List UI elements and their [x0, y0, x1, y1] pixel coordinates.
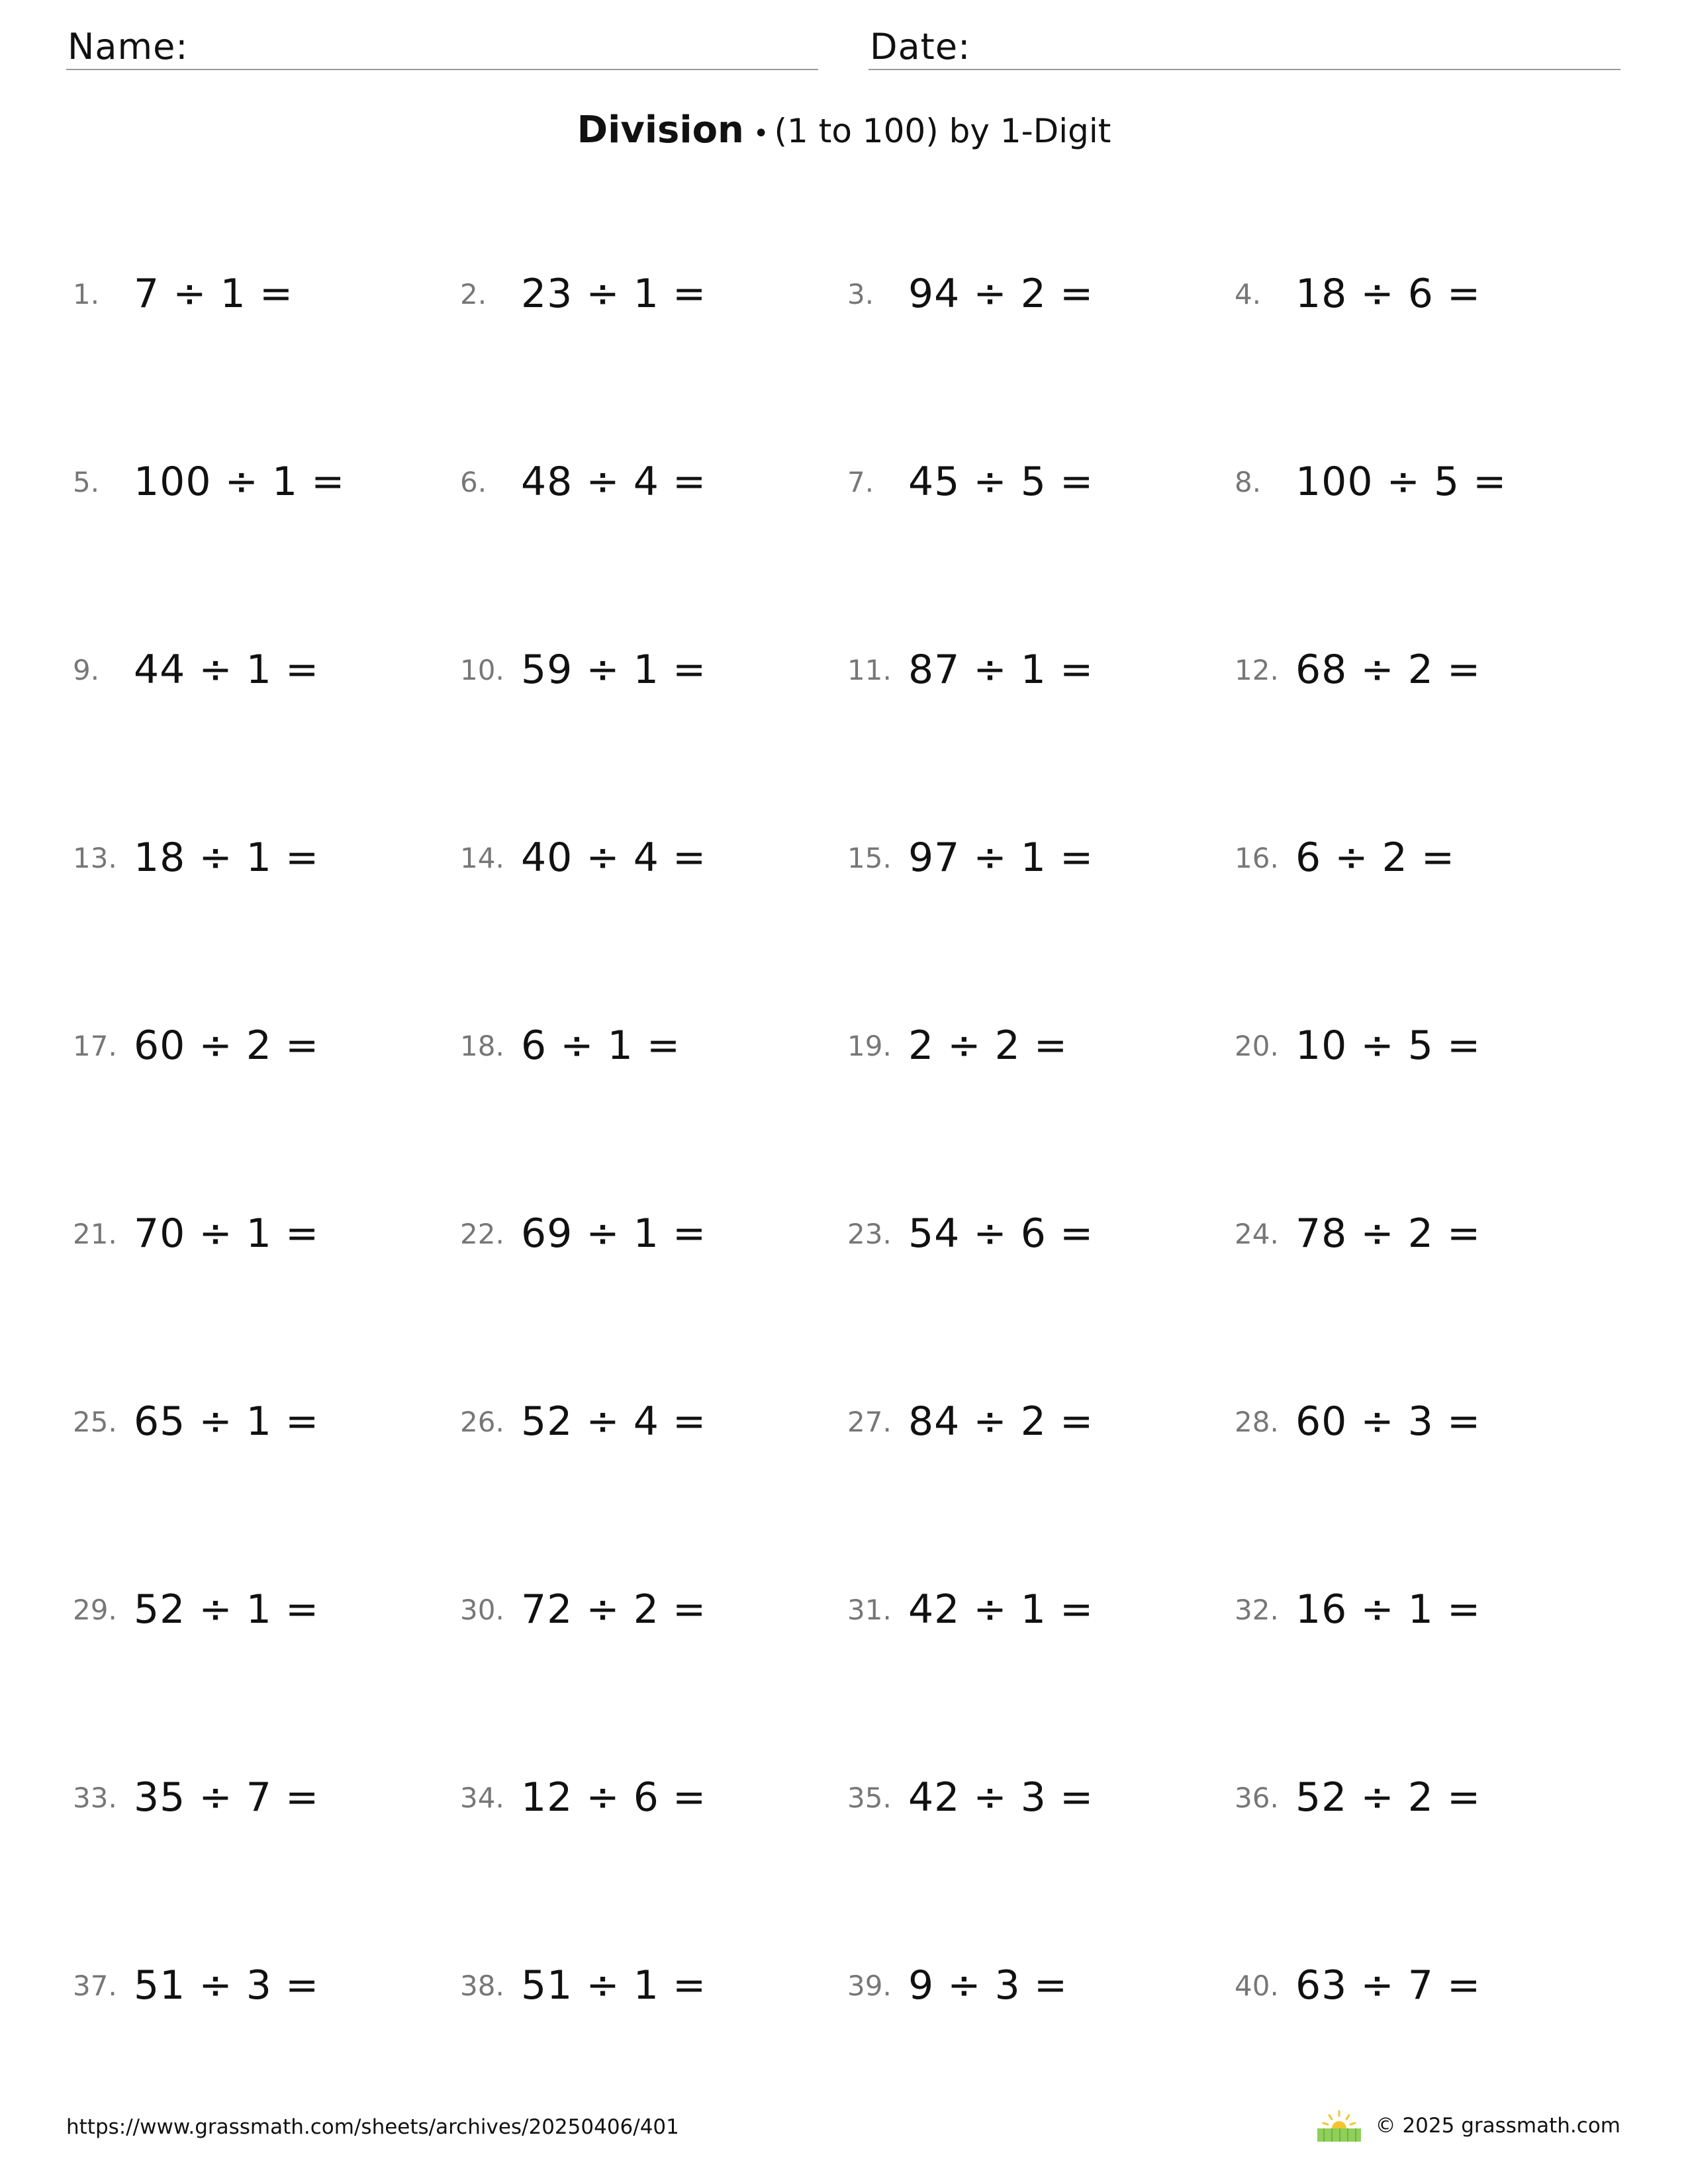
- problem-expression: 44 ÷ 1 =: [134, 647, 320, 693]
- problem-number: 19.: [847, 1030, 892, 1062]
- problem-expression: 63 ÷ 7 =: [1295, 1962, 1481, 2009]
- problem-expression: 60 ÷ 2 =: [134, 1023, 320, 1069]
- problem-number: 13.: [73, 842, 117, 874]
- footer-copyright: © 2025 grassmath.com: [1375, 2114, 1620, 2138]
- problem-expression: 6 ÷ 2 =: [1295, 835, 1456, 881]
- problem-number: 39.: [847, 1970, 892, 2002]
- problem-number: 27.: [847, 1406, 892, 1438]
- footer-branding: [1315, 2109, 1620, 2143]
- problem-expression: 52 ÷ 1 =: [134, 1586, 320, 1633]
- problem-number: 5.: [73, 466, 100, 498]
- problem-expression: 42 ÷ 3 =: [908, 1774, 1094, 1821]
- problem-number: 15.: [847, 842, 892, 874]
- problem-expression: 18 ÷ 6 =: [1295, 271, 1481, 317]
- problem-expression: 68 ÷ 2 =: [1295, 647, 1481, 693]
- problem-expression: 78 ÷ 2 =: [1295, 1210, 1481, 1257]
- problem-expression: 97 ÷ 1 =: [908, 835, 1094, 881]
- problem-expression: 10 ÷ 5 =: [1295, 1023, 1481, 1069]
- problem-expression: 60 ÷ 3 =: [1295, 1398, 1481, 1445]
- problem-expression: 52 ÷ 2 =: [1295, 1774, 1481, 1821]
- problem-expression: 16 ÷ 1 =: [1295, 1586, 1481, 1633]
- footer-url: https://www.grassmath.com/sheets/archives/20250406/401: [66, 2115, 679, 2139]
- title-separator: •: [753, 118, 769, 149]
- worksheet-title: [0, 107, 1688, 157]
- problem-number: 30.: [460, 1594, 504, 1626]
- problem-number: 34.: [460, 1782, 504, 1814]
- problem-expression: 9 ÷ 3 =: [908, 1962, 1068, 2009]
- name-label: Name:: [68, 26, 189, 68]
- problem-number: 17.: [73, 1030, 117, 1062]
- problem-expression: 59 ÷ 1 =: [521, 647, 707, 693]
- problem-number: 38.: [460, 1970, 504, 2002]
- problem-number: 8.: [1235, 466, 1262, 498]
- problem-expression: 87 ÷ 1 =: [908, 647, 1094, 693]
- date-label: Date:: [870, 26, 971, 68]
- problem-expression: 51 ÷ 1 =: [521, 1962, 707, 2009]
- problem-expression: 84 ÷ 2 =: [908, 1398, 1094, 1445]
- problem-expression: 6 ÷ 1 =: [521, 1023, 681, 1069]
- problem-number: 24.: [1235, 1218, 1279, 1250]
- problem-number: 22.: [460, 1218, 504, 1250]
- problem-expression: 100 ÷ 5 =: [1295, 459, 1507, 505]
- problem-expression: 23 ÷ 1 =: [521, 271, 707, 317]
- problem-expression: 2 ÷ 2 =: [908, 1023, 1068, 1069]
- problem-number: 16.: [1235, 842, 1279, 874]
- problem-number: 28.: [1235, 1406, 1279, 1438]
- title-main: Division: [577, 109, 744, 152]
- problem-expression: 7 ÷ 1 =: [134, 271, 294, 317]
- date-field[interactable]: [868, 25, 1620, 70]
- title-subtitle: (1 to 100) by 1-Digit: [774, 112, 1111, 150]
- problem-number: 35.: [847, 1782, 892, 1814]
- problem-expression: 94 ÷ 2 =: [908, 271, 1094, 317]
- problem-expression: 18 ÷ 1 =: [134, 835, 320, 881]
- problem-expression: 70 ÷ 1 =: [134, 1210, 320, 1257]
- problem-number: 40.: [1235, 1970, 1279, 2002]
- problem-number: 9.: [73, 654, 100, 686]
- problem-expression: 40 ÷ 4 =: [521, 835, 707, 881]
- problem-expression: 54 ÷ 6 =: [908, 1210, 1094, 1257]
- problem-number: 4.: [1235, 278, 1262, 310]
- problem-expression: 45 ÷ 5 =: [908, 459, 1094, 505]
- problem-number: 10.: [460, 654, 504, 686]
- problem-expression: 51 ÷ 3 =: [134, 1962, 320, 2009]
- problem-number: 11.: [847, 654, 892, 686]
- problem-expression: 12 ÷ 6 =: [521, 1774, 707, 1821]
- problem-number: 26.: [460, 1406, 504, 1438]
- problem-expression: 65 ÷ 1 =: [134, 1398, 320, 1445]
- problem-number: 21.: [73, 1218, 117, 1250]
- problem-number: 6.: [460, 466, 487, 498]
- problem-number: 7.: [847, 466, 874, 498]
- problem-number: 18.: [460, 1030, 504, 1062]
- problem-number: 32.: [1235, 1594, 1279, 1626]
- problem-number: 3.: [847, 278, 874, 310]
- problem-expression: 42 ÷ 1 =: [908, 1586, 1094, 1633]
- problem-expression: 72 ÷ 2 =: [521, 1586, 707, 1633]
- problem-number: 23.: [847, 1218, 892, 1250]
- problem-number: 31.: [847, 1594, 892, 1626]
- problem-number: 29.: [73, 1594, 117, 1626]
- problem-number: 37.: [73, 1970, 117, 2002]
- problem-number: 1.: [73, 278, 100, 310]
- problem-number: 33.: [73, 1782, 117, 1814]
- problem-expression: 52 ÷ 4 =: [521, 1398, 707, 1445]
- problem-expression: 100 ÷ 1 =: [134, 459, 346, 505]
- grass-sun-logo-icon: [1315, 2109, 1364, 2143]
- name-field[interactable]: [66, 25, 818, 70]
- problem-expression: 48 ÷ 4 =: [521, 459, 707, 505]
- problem-number: 25.: [73, 1406, 117, 1438]
- problem-number: 12.: [1235, 654, 1279, 686]
- problem-number: 14.: [460, 842, 504, 874]
- problem-number: 20.: [1235, 1030, 1279, 1062]
- problem-expression: 35 ÷ 7 =: [134, 1774, 320, 1821]
- problem-expression: 69 ÷ 1 =: [521, 1210, 707, 1257]
- problem-number: 36.: [1235, 1782, 1279, 1814]
- problem-number: 2.: [460, 278, 487, 310]
